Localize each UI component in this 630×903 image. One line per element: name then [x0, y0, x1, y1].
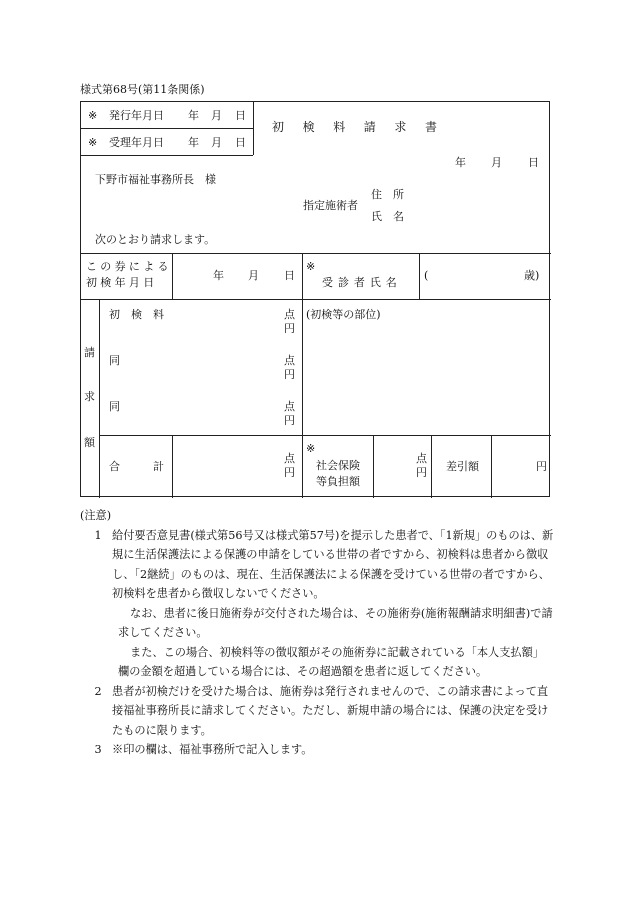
note-paragraph: なお、患者に後日施術券が交付された場合は、その施術券(施術報酬請求明細書)で請求してください。 — [118, 606, 553, 639]
ticket-day: 日 — [284, 269, 295, 282]
unit-points: 点 — [284, 354, 295, 367]
note-text: ※印の欄は、福祉事務所で記入します。 — [112, 743, 313, 756]
issue-month: 月 — [211, 109, 222, 122]
age-close: 歳) — [524, 269, 540, 282]
receipt-month: 月 — [211, 136, 222, 149]
request-text: 次のとおり請求します。 — [95, 233, 216, 246]
note-text: 給付要否意見書(様式第56号又は様式第57号)を提示した患者で、「1新規」のものは、新規に生活保護法による保護の申請をしている世帯の者ですから、初検料は患者から徴収し、「2継続」のものは、現在、生活保護法による保護を受けている世帯の者ですから、初検料を患者から徴収しないでください。 — [112, 528, 554, 600]
note-item-1 — [80, 526, 555, 604]
ticket-label-line2: 初検年月日 — [86, 276, 158, 289]
ticket-label-line1: この券による — [86, 260, 172, 273]
unit-points: 点 — [284, 308, 295, 321]
unit-yen: 円 — [416, 466, 427, 479]
issue-day: 日 — [235, 109, 246, 122]
mark: ※ — [88, 136, 98, 149]
note-number: 3 — [94, 743, 102, 756]
unit-points: 点 — [284, 452, 295, 465]
claim-label-char: 請 — [84, 346, 95, 359]
patient-name-label: 受診者氏名 — [322, 276, 402, 289]
unit-yen: 円 — [284, 368, 295, 381]
addressee: 下野市福祉事務所長 様 — [95, 173, 216, 186]
note-paragraph: また、この場合、初検料等の徴収額がその施術券に記載されている「本人支払額」欄の金額を超過している場合には、その超過額を患者に返してください。 — [118, 645, 544, 678]
request-year: 年 — [455, 156, 466, 169]
note-item-3 — [80, 740, 555, 760]
request-month: 月 — [491, 156, 502, 169]
same-fee-label: 同 — [109, 400, 120, 413]
total-label: 合 計 — [109, 460, 164, 473]
ticket-month: 月 — [248, 269, 259, 282]
difference-yen: 円 — [536, 460, 547, 473]
initial-fee-label: 初 検 料 — [109, 308, 164, 321]
receipt-date-label: 受理年月日 — [109, 136, 164, 149]
note-number: 2 — [94, 684, 102, 698]
age-open: ( — [424, 269, 429, 282]
note-item-2 — [80, 682, 555, 741]
receipt-year: 年 — [188, 136, 199, 149]
same-fee-label: 同 — [109, 354, 120, 367]
notes — [80, 506, 555, 760]
form-frame — [80, 101, 550, 497]
mark: ※ — [88, 109, 98, 122]
claim-label-char: 求 — [84, 390, 95, 403]
institution-label: 指定施術者 — [303, 199, 358, 212]
ticket-year: 年 — [213, 269, 224, 282]
unit-yen: 円 — [284, 414, 295, 427]
request-day: 日 — [528, 156, 539, 169]
unit-points: 点 — [416, 452, 427, 465]
unit-yen: 円 — [284, 466, 295, 479]
notes-heading: (注意) — [80, 509, 112, 522]
form-title: 初検料請求書 — [272, 120, 456, 134]
claim-label-char: 額 — [84, 436, 95, 449]
address-label: 住 所 — [371, 188, 404, 201]
treatment-site-label: (初検等の部位) — [306, 308, 381, 321]
insurance-label-line2: 等負担額 — [316, 475, 360, 488]
mark: ※ — [306, 260, 316, 273]
receipt-day: 日 — [235, 136, 246, 149]
issue-date-label: 発行年月日 — [109, 109, 164, 122]
form-number: 様式第68号(第11条関係) — [80, 83, 205, 96]
note-number: 1 — [94, 528, 102, 542]
name-label: 氏 名 — [371, 210, 404, 223]
difference-label: 差引額 — [446, 460, 479, 473]
unit-points: 点 — [284, 400, 295, 413]
insurance-label-line1: 社会保険 — [316, 459, 360, 472]
issue-year: 年 — [188, 109, 199, 122]
note-text: 患者が初検だけを受けた場合は、施術券は発行されませんので、この請求書によって直接福祉事務所長に請求してください。ただし、新規申請の場合には、保護の決定を受けたものに限ります。 — [112, 684, 549, 737]
unit-yen: 円 — [284, 322, 295, 335]
mark: ※ — [306, 442, 316, 455]
